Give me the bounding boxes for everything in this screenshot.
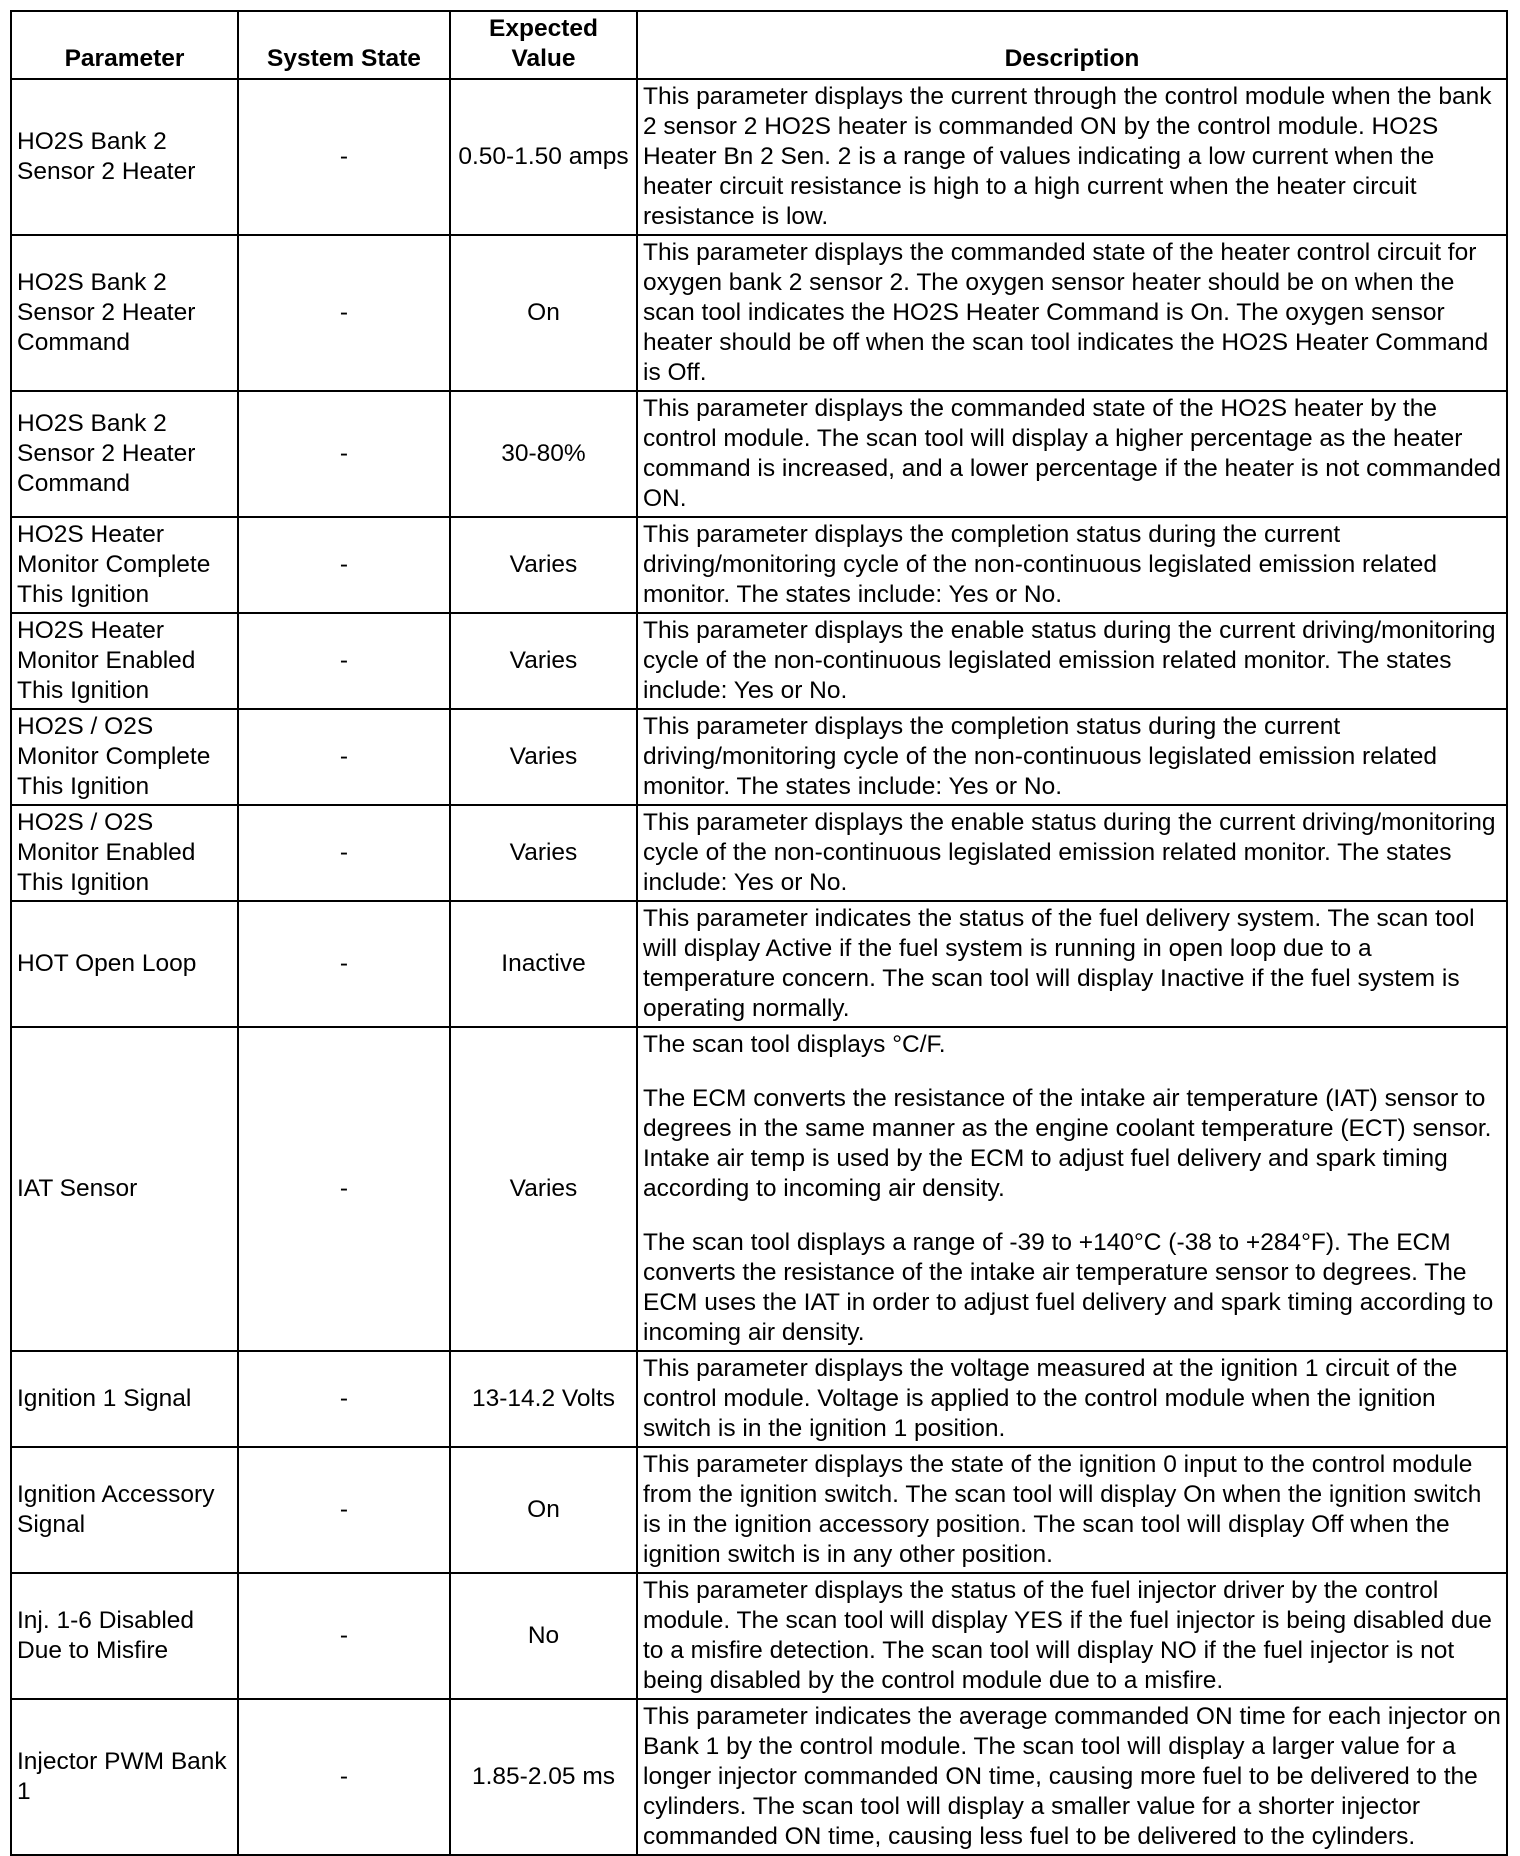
description-cell	[637, 1027, 1507, 1351]
table-row	[11, 613, 1507, 709]
expected-value-cell: Varies	[450, 613, 637, 709]
description-paragraph: This parameter displays the completion status during the current driving/monitoring cycle of the non-continuous legislated emission related monitor. The states include: Yes or No.	[643, 521, 1437, 608]
system-state-cell: -	[238, 1351, 450, 1447]
expected-value-cell: 0.50-1.50 amps	[450, 79, 637, 235]
description-cell	[637, 805, 1507, 901]
expected-value-cell: 30-80%	[450, 391, 637, 517]
expected-value-cell: Varies	[450, 805, 637, 901]
table-row	[11, 79, 1507, 235]
expected-value-cell: On	[450, 1447, 637, 1573]
parameter-table-container	[10, 10, 1506, 1856]
table-row	[11, 709, 1507, 805]
table-body	[11, 79, 1507, 1855]
system-state-cell: -	[238, 1447, 450, 1573]
parameter-cell: Ignition 1 Signal	[11, 1351, 238, 1447]
system-state-cell: -	[238, 1699, 450, 1855]
description-cell	[637, 391, 1507, 517]
parameter-cell: Inj. 1-6 Disabled Due to Misfire	[11, 1573, 238, 1699]
description-paragraph: This parameter displays the completion status during the current driving/monitoring cycle of the non-continuous legislated emission related monitor. The states include: Yes or No.	[643, 713, 1437, 800]
parameter-cell: HO2S Heater Monitor Complete This Ignition	[11, 517, 238, 613]
parameter-cell: HOT Open Loop	[11, 901, 238, 1027]
column-header-expected-value: Expected Value	[450, 11, 637, 79]
table-row	[11, 1699, 1507, 1855]
table-row	[11, 1447, 1507, 1573]
column-header-description: Description	[637, 11, 1507, 79]
parameter-cell: Injector PWM Bank 1	[11, 1699, 238, 1855]
description-paragraph: This parameter displays the enable status during the current driving/monitoring cycle of the non-continuous legislated emission related monitor. The states include: Yes or No.	[643, 617, 1496, 704]
parameter-cell: HO2S / O2S Monitor Complete This Ignition	[11, 709, 238, 805]
parameter-cell: HO2S Bank 2 Sensor 2 Heater Command	[11, 235, 238, 391]
table-row	[11, 517, 1507, 613]
expected-value-cell: On	[450, 235, 637, 391]
parameter-cell: HO2S Bank 2 Sensor 2 Heater	[11, 79, 238, 235]
description-cell	[637, 1447, 1507, 1573]
system-state-cell: -	[238, 709, 450, 805]
table-row	[11, 1027, 1507, 1351]
system-state-cell: -	[238, 391, 450, 517]
system-state-cell: -	[238, 805, 450, 901]
parameter-cell: HO2S Bank 2 Sensor 2 Heater Command	[11, 391, 238, 517]
expected-value-cell: No	[450, 1573, 637, 1699]
description-paragraph: This parameter displays the enable status during the current driving/monitoring cycle of the non-continuous legislated emission related monitor. The states include: Yes or No.	[643, 809, 1496, 896]
system-state-cell: -	[238, 613, 450, 709]
system-state-cell: -	[238, 79, 450, 235]
expected-value-cell: Varies	[450, 517, 637, 613]
description-paragraph: The ECM converts the resistance of the intake air temperature (IAT) sensor to degrees in the same manner as the engine coolant temperature (ECT) sensor. Intake air temp is used by the ECM to adjust fuel delivery and spark timing according to incoming air density.	[643, 1085, 1492, 1202]
parameter-cell: IAT Sensor	[11, 1027, 238, 1351]
description-cell	[637, 1699, 1507, 1855]
description-paragraph: The scan tool displays °C/F.	[643, 1031, 946, 1058]
description-paragraph: This parameter displays the voltage measured at the ignition 1 circuit of the control module. Voltage is applied to the control module when the ignition switch is in the ignition 1 position.	[643, 1355, 1458, 1442]
expected-value-cell: Varies	[450, 1027, 637, 1351]
table-row	[11, 805, 1507, 901]
description-cell	[637, 709, 1507, 805]
description-paragraph: This parameter displays the current through the control module when the bank 2 sensor 2 HO2S heater is commanded ON by the control module. HO2S Heater Bn 2 Sen. 2 is a range of values indicating a low current when the heater circuit resistance is high to a high current when the heater circuit resistance is low.	[643, 83, 1492, 230]
table-header-row	[11, 11, 1507, 79]
expected-value-cell: 13-14.2 Volts	[450, 1351, 637, 1447]
description-paragraph: This parameter displays the commanded state of the HO2S heater by the control module. The scan tool will display a higher percentage as the heater command is increased, and a lower percentage if the heater is not commanded ON.	[643, 395, 1501, 512]
system-state-cell: -	[238, 1027, 450, 1351]
description-cell	[637, 901, 1507, 1027]
column-header-system-state: System State	[238, 11, 450, 79]
table-row	[11, 901, 1507, 1027]
parameter-table	[10, 10, 1508, 1856]
description-paragraph: This parameter displays the commanded state of the heater control circuit for oxygen bank 2 sensor 2. The oxygen sensor heater should be on when the scan tool indicates the HO2S Heater Command is On. The oxygen sensor heater should be off when the scan tool indicates the HO2S Heater Command is Off.	[643, 239, 1489, 386]
description-cell	[637, 1573, 1507, 1699]
expected-value-cell: Inactive	[450, 901, 637, 1027]
expected-value-cell: 1.85-2.05 ms	[450, 1699, 637, 1855]
column-header-parameter: Parameter	[11, 11, 238, 79]
system-state-cell: -	[238, 901, 450, 1027]
expected-value-cell: Varies	[450, 709, 637, 805]
description-cell	[637, 613, 1507, 709]
description-cell	[637, 79, 1507, 235]
parameter-cell: Ignition Accessory Signal	[11, 1447, 238, 1573]
system-state-cell: -	[238, 235, 450, 391]
description-paragraph: This parameter indicates the status of the fuel delivery system. The scan tool will display Active if the fuel system is running in open loop due to a temperature concern. The scan tool will display Inactive if the fuel system is operating normally.	[643, 905, 1475, 1022]
description-cell	[637, 235, 1507, 391]
description-paragraph: The scan tool displays a range of -39 to +140°C (-38 to +284°F). The ECM converts the resistance of the intake air temperature sensor to degrees. The ECM uses the IAT in order to adjust fuel delivery and spark timing according to incoming air density.	[643, 1229, 1494, 1346]
system-state-cell: -	[238, 517, 450, 613]
table-row	[11, 391, 1507, 517]
description-cell	[637, 1351, 1507, 1447]
description-paragraph: This parameter indicates the average commanded ON time for each injector on Bank 1 by the control module. The scan tool will display a larger value for a longer injector commanded ON time, causing more fuel to be delivered to the cylinders. The scan tool will display a smaller value for a shorter injector commanded ON time, causing less fuel to be delivered to the cylinders.	[643, 1703, 1501, 1850]
table-row	[11, 235, 1507, 391]
parameter-cell: HO2S Heater Monitor Enabled This Ignition	[11, 613, 238, 709]
parameter-cell: HO2S / O2S Monitor Enabled This Ignition	[11, 805, 238, 901]
description-paragraph: This parameter displays the state of the ignition 0 input to the control module from the ignition switch. The scan tool will display On when the ignition switch is in the ignition accessory position. The scan tool will display Off when the ignition switch is in any other position.	[643, 1451, 1482, 1568]
table-row	[11, 1573, 1507, 1699]
description-paragraph: This parameter displays the status of the fuel injector driver by the control module. The scan tool will display YES if the fuel injector is being disabled due to a misfire detection. The scan tool will display NO if the fuel injector is not being disabled by the control module due to a misfire.	[643, 1577, 1492, 1694]
table-row	[11, 1351, 1507, 1447]
system-state-cell: -	[238, 1573, 450, 1699]
description-cell	[637, 517, 1507, 613]
